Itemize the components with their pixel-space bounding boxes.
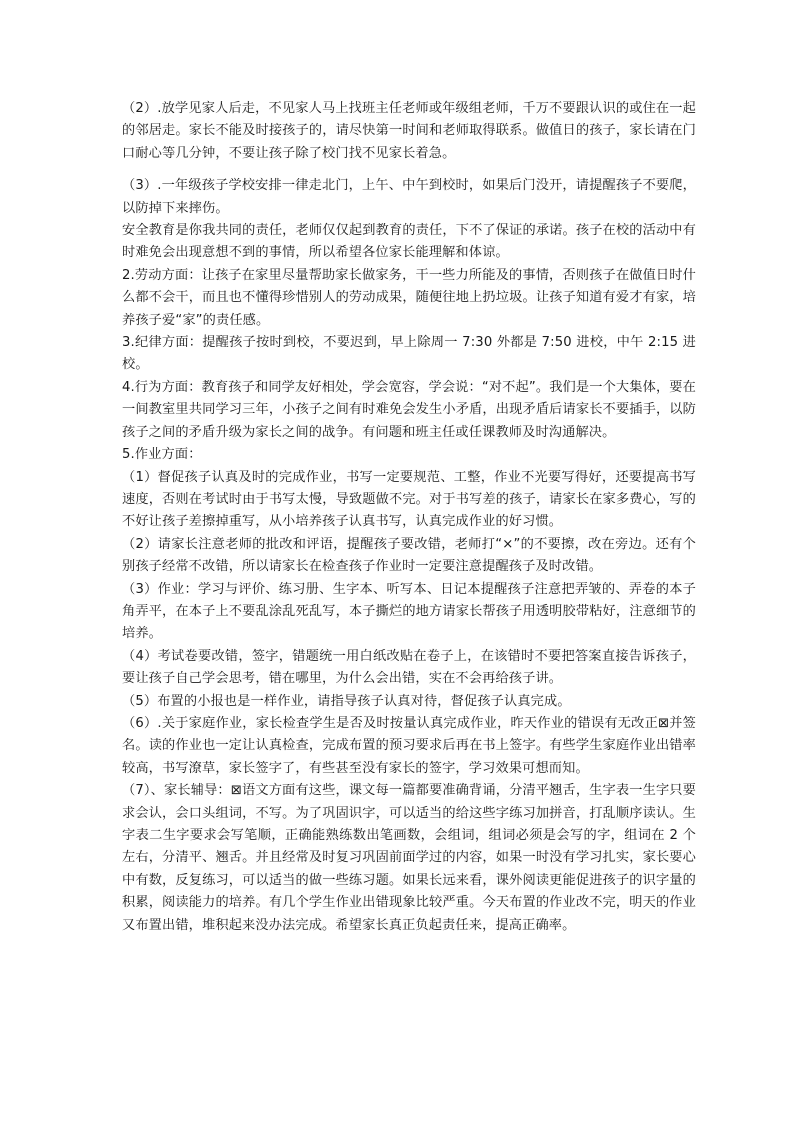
paragraph-labor: 2.劳动方面：让孩子在家里尽量帮助家长做家务，干一些力所能及的事情，否则孩子在做值日时什么都不会干，而且也不懂得珍惜别人的劳动成果，随便往地上扔垃圾。让孩子知道有爱才有家，培养孩子爱“家”的责任感。 (122, 267, 696, 328)
paragraph-homework-1: （1）督促孩子认真及时的完成作业，书写一定要规范、工整，作业不光要写得好，还要提高书写速度，否则在考试时由于书写太慢，导致题做不完。对于书写差的孩子，请家长在家多费心，写的不好让孩子差擦掉重写，从小培养孩子认真书写，认真完成作业的好习惯。 (122, 469, 696, 530)
paragraph-safety-responsibility: 安全教育是你我共同的责任，老师仅仅起到教育的责任，下不了保证的承诺。孩子在校的活动中有时难免会出现意想不到的事情，所以希望各位家长能理解和体谅。 (122, 223, 696, 261)
paragraph-homework-6: （6）.关于家庭作业，家长检查学生是否及时按量认真完成作业，昨天作业的错误有无改正⊠并签名。读的作业也一定让认真检查，完成布置的预习要求后再在书上签字。有些学生家庭作业出错率较高，书写潦草，家长签字了，有些甚至没有家长的签字，学习效果可想而知。 (122, 715, 696, 776)
paragraph-homework-7: （7）、家长辅导：⊠语文方面有这些，课文每一篇都要准确背诵，分清平翘舌，生字表一生字只要求会认，会口头组词，不写。为了巩固识字，可以适当的给这些字练习加拼音，打乱顺序读认。生字表二生字要求会写笔顺，正确能熟练数出笔画数，会组词，组词必须是会写的字，组词在 2 个左右，分清平、翘舌。并且经常及时复习巩固前面学过的内容，如果一时没有学习扎实，家长要心中有数，反复练习，可以适当的做一些练习题。如果长远来看，课外阅读更能促进孩子的识字量的积累，阅读能力的培养。有几个学生作业出错现象比较严重。今天布置的作业改不完，明天的作业又布置出错，堆积起来没办法完成。希望家长真正负起责任来，提高正确率。 (122, 783, 696, 933)
paragraph-homework-3: （3）作业：学习与评价、练习册、生字本、听写本、日记本提醒孩子注意把弄皱的、弄卷的本子角弄平，在本子上不要乱涂乱死乱写，本子撕烂的地方请家长帮孩子用透明胶带粘好，注意细节的培养。 (122, 581, 696, 642)
paragraph-homework-5: （5）布置的小报也是一样作业，请指导孩子认真对待，督促孩子认真完成。 (122, 693, 571, 709)
section-heading-homework: 5.作业方面： (122, 447, 202, 463)
paragraph-north-gate: （3）.一年级孩子学校安排一律走北门，上午、中午到校时，如果后门没开，请提醒孩子不要爬，以防掉下来摔伤。 (122, 178, 696, 216)
paragraph-discipline: 3.纪律方面：提醒孩子按时到校，不要迟到，早上除周一 7:30 外都是 7:50 进校，中午 2:15 进校。 (122, 335, 696, 373)
paragraph-homework-4: （4）考试卷要改错，签字，错题统一用白纸改贴在卷子上，在该错时不要把答案直接告诉孩子，要让孩子自己学会思考，错在哪里，为什么会出错，实在不会再给孩子讲。 (122, 648, 696, 687)
paragraph-homework-2: （2）请家长注意老师的批改和评语，提醒孩子要改错，老师打“×”的不要擦，改在旁边。还有个别孩子经常不改错，所以请家长在检查孩子作业时一定要注意提醒孩子及时改错。 (122, 536, 696, 575)
paragraph-pickup-rules: （2）.放学见家人后走，不见家人马上找班主任老师或年级组老师，千万不要跟认识的或住在一起的邻居走。家长不能及时接孩子的，请尽快第一时间和老师取得联系。做值日的孩子，家长请在门口耐心等几分钟，不要让孩子除了校门找不见家长着急。 (122, 101, 696, 161)
paragraph-spacer (122, 165, 696, 175)
document-page (122, 98, 696, 937)
paragraph-behavior: 4.行为方面：教育孩子和同学友好相处，学会宽容，学会说：“对不起”。我们是一个大集体，要在一间教室里共同学习三年，小孩子之间有时难免会发生小矛盾，出现矛盾后请家长不要插手，以防孩子之间的矛盾升级为家长之间的战争。有问题和班主任或任课教师及时沟通解决。 (122, 379, 696, 440)
